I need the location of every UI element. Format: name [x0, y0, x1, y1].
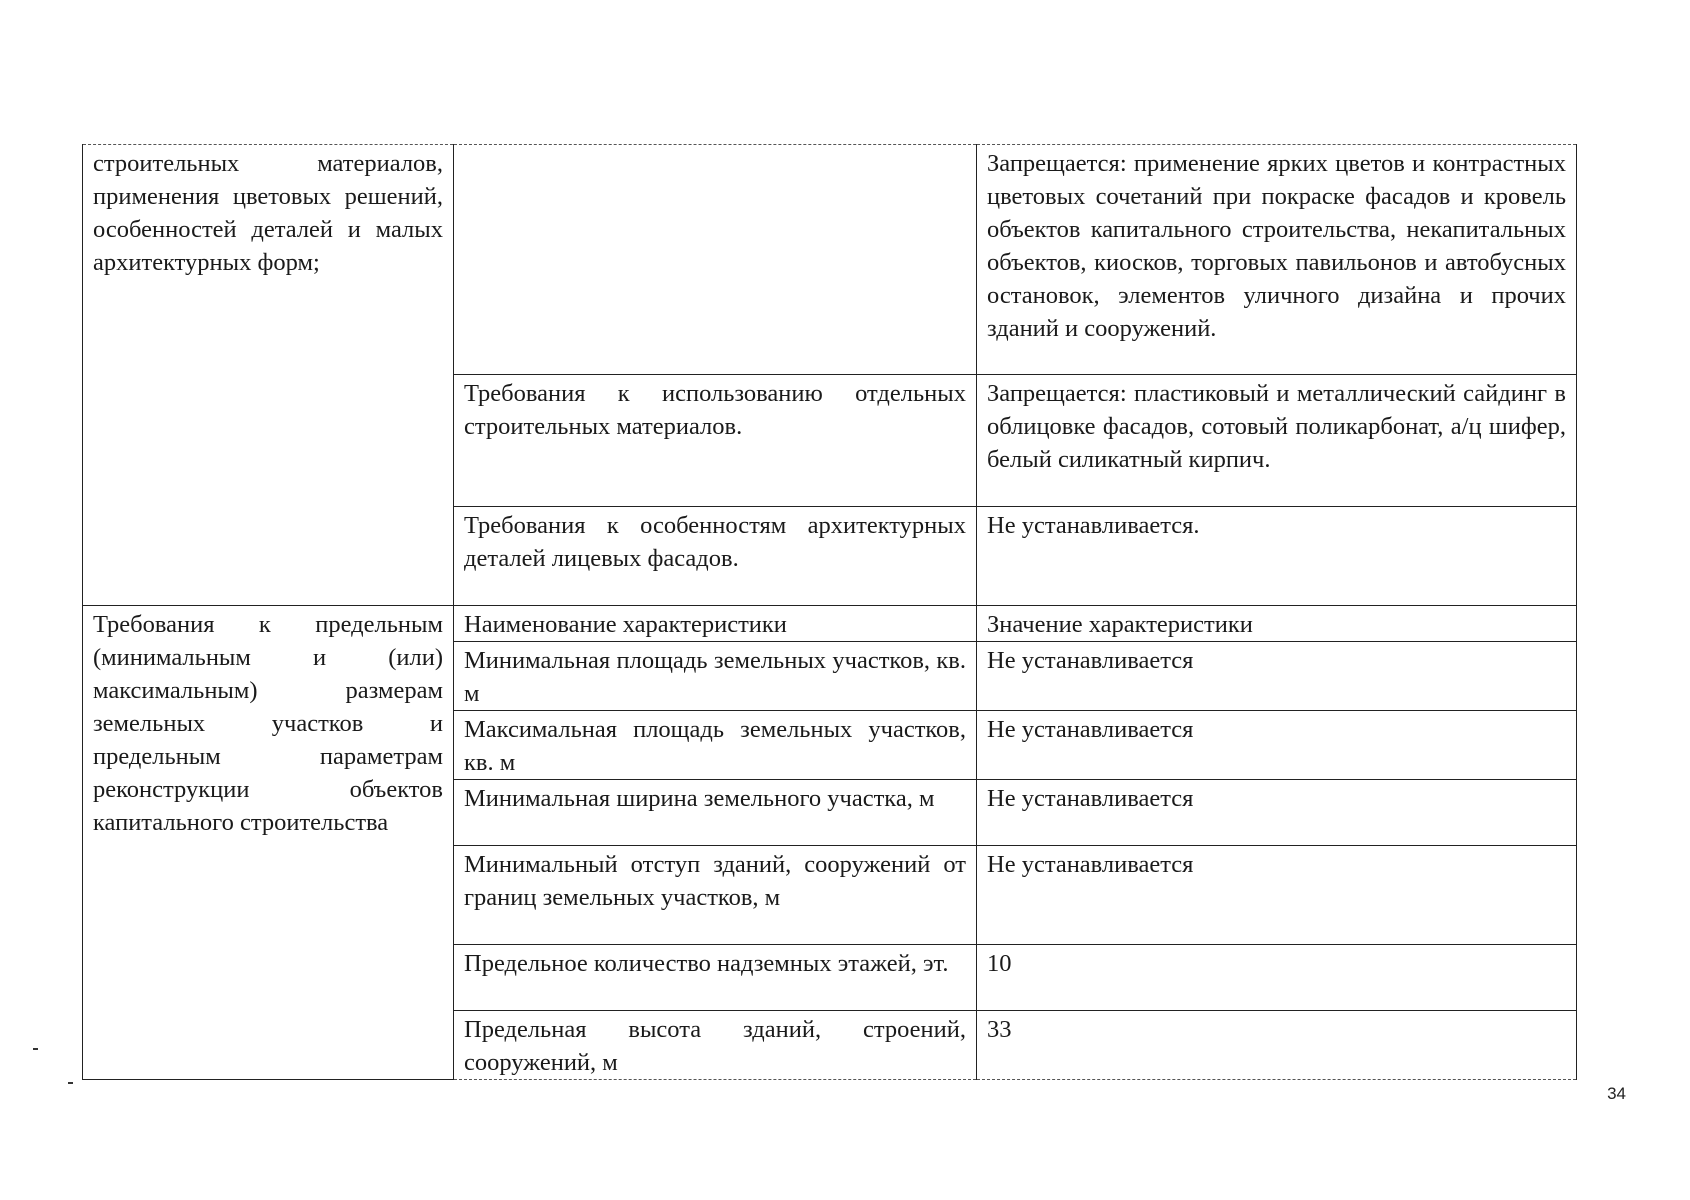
parameter-text: Минимальная площадь земельных участков, кв. м	[464, 647, 966, 707]
parameter-cell	[454, 945, 977, 1011]
value-cell	[977, 780, 1577, 846]
value-text: Не устанавливается	[987, 647, 1194, 674]
table-row	[83, 145, 1577, 375]
value-text: Запрещается: применение ярких цветов и контрастных цветовых сочетаний при покраске фасадов и кровель объектов капитального строительства, некапитальных объектов, киосков, торговых павильонов и автобусных остановок, элементов уличного дизайна и прочих зданий и сооружений.	[987, 150, 1566, 342]
group-cell-materials	[83, 145, 454, 606]
value-cell	[977, 846, 1577, 945]
value-cell	[977, 711, 1577, 780]
parameter-cell	[454, 846, 977, 945]
parameter-cell	[454, 642, 977, 711]
column-header-name	[454, 606, 977, 642]
parameter-text: Требования к особенностям архитектурных деталей лицевых фасадов.	[464, 512, 966, 572]
scan-artifact-dash	[68, 1082, 73, 1084]
group-label-materials: строительных материалов, применения цветовых решений, особенностей деталей и малых архитектурных форм;	[93, 150, 443, 276]
parameter-header-text: Наименование характеристики	[464, 611, 787, 638]
parameter-text: Предельная высота зданий, строений, сооружений, м	[464, 1016, 966, 1076]
parameter-text: Предельное количество надземных этажей, эт.	[464, 950, 949, 977]
table-row	[83, 606, 1577, 642]
parameter-cell	[454, 711, 977, 780]
parameter-cell	[454, 1011, 977, 1080]
value-text: Не устанавливается	[987, 785, 1194, 812]
value-cell	[977, 642, 1577, 711]
page-number: 34	[1607, 1084, 1626, 1103]
value-text: 33	[987, 1016, 1012, 1043]
regulations-table	[82, 144, 1577, 1080]
value-text: Запрещается: пластиковый и металлический сайдинг в облицовке фасадов, сотовый поликарбонат, а/ц шифер, белый силикатный кирпич.	[987, 380, 1566, 473]
parameter-cell	[454, 507, 977, 606]
value-text: Не устанавливается.	[987, 512, 1200, 539]
parameter-cell-empty	[454, 145, 977, 375]
parameter-cell	[454, 780, 977, 846]
value-text: Не устанавливается	[987, 851, 1194, 878]
scan-artifact-dash	[33, 1048, 38, 1050]
parameter-cell	[454, 375, 977, 507]
value-text: 10	[987, 950, 1012, 977]
value-cell	[977, 945, 1577, 1011]
group-cell-limits	[83, 606, 454, 1080]
parameter-text: Минимальная ширина земельного участка, м	[464, 785, 935, 812]
value-cell	[977, 145, 1577, 375]
column-header-value	[977, 606, 1577, 642]
value-text: Не устанавливается	[987, 716, 1194, 743]
parameter-text: Требования к использованию отдельных строительных материалов.	[464, 380, 966, 440]
value-cell	[977, 507, 1577, 606]
value-header-text: Значение характеристики	[987, 611, 1253, 638]
parameter-text: Максимальная площадь земельных участков, кв. м	[464, 716, 966, 776]
parameter-text: Минимальный отступ зданий, сооружений от границ земельных участков, м	[464, 851, 966, 911]
value-cell	[977, 1011, 1577, 1080]
group-label-limits: Требования к предельным (минимальным и (или) максимальным) размерам земельных участков и предельным параметрам реконструкции объектов капитального строительства	[93, 611, 443, 836]
value-cell	[977, 375, 1577, 507]
